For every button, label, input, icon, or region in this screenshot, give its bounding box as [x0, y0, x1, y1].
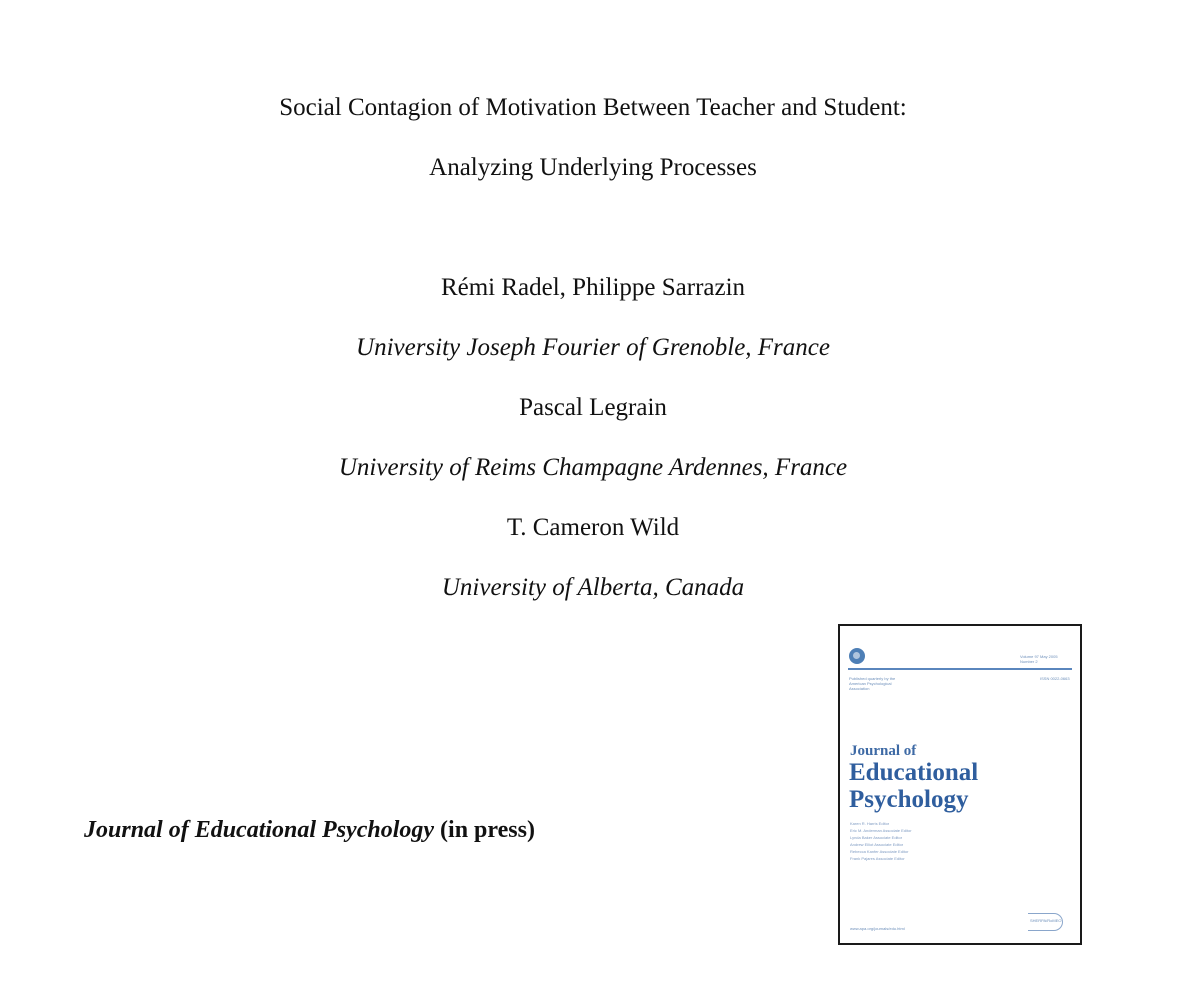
cover-url: www.apa.org/journals/edu.html: [850, 926, 905, 931]
cover-editor: Rebecca Kanfer Associate Editor: [850, 849, 909, 854]
paper-title-line-2: Analyzing Underlying Processes: [429, 154, 757, 181]
cover-title-line-2: Psychology: [849, 786, 969, 813]
journal-citation: [84, 815, 535, 845]
author-affiliation-2: University of Reims Champagne Ardennes, France: [338, 454, 848, 481]
cover-volume-line: Volume 97 May 2005: [1020, 654, 1058, 659]
cover-editor: Eric M. Anderman Associate Editor: [850, 828, 912, 833]
cover-title-line-1: Educational: [849, 759, 979, 786]
journal-name: Journal of Educational Psychology: [84, 817, 435, 843]
cover-number-line: Number 2: [1020, 659, 1038, 664]
cover-volume: [1020, 654, 1058, 664]
author-names-2: Pascal Legrain: [519, 394, 667, 421]
author-affiliation-1: University Joseph Fourier of Grenoble, France: [356, 334, 830, 361]
journal-cover-image: [838, 624, 1082, 945]
cover-rule: [848, 668, 1072, 670]
author-names-3: T. Cameron Wild: [506, 514, 680, 541]
apa-logo-icon: [849, 648, 865, 664]
cover-issn: ISSN 0022-0663: [1040, 676, 1070, 681]
cover-editor: Andrew Elliot Associate Editor: [850, 842, 904, 847]
cover-editor: Frank Pajares Associate Editor: [850, 856, 905, 861]
author-affiliation-3: University of Alberta, Canada: [441, 574, 745, 601]
cover-title-small: Journal of: [850, 743, 917, 759]
cover-publisher: Published quarterly by the American Psychological Association: [849, 676, 896, 691]
author-names-1: Rémi Radel, Philippe Sarrazin: [440, 274, 746, 301]
cover-editor: Lynda Baker Associate Editor: [850, 835, 903, 840]
cover-badge-text: SHERPA/RoMEO: [1030, 918, 1062, 923]
cover-editor: Karen R. Harris Editor: [850, 821, 890, 826]
cover-editors-list: [850, 820, 912, 862]
publication-status: (in press): [440, 817, 535, 843]
paper-title-line-1: Social Contagion of Motivation Between Teacher and Student:: [279, 94, 907, 121]
